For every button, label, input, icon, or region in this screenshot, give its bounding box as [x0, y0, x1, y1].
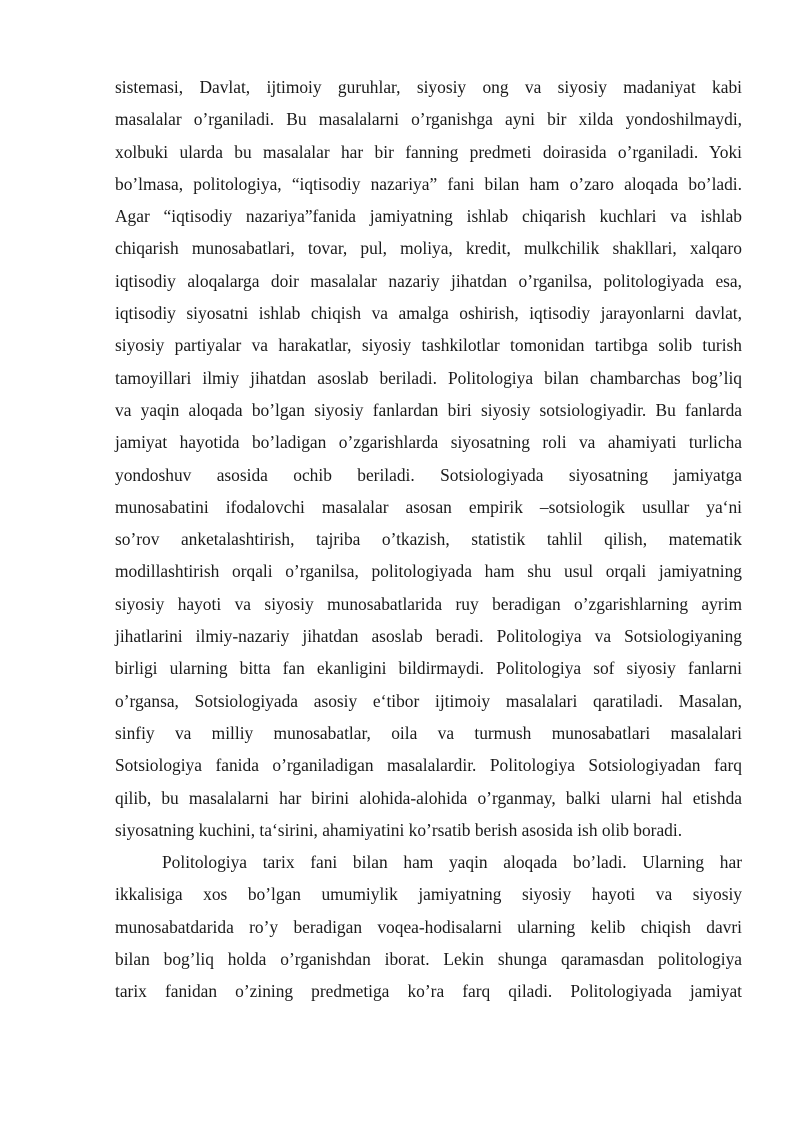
text-line: ikkalisiga xos bo’lgan umumiylik jamiyatning siyosiy hayoti va siyosiy: [115, 884, 742, 905]
text-line: sinfiy va milliy munosabatlar, oila va turmush munosabatlari masalalari: [115, 722, 742, 743]
text-line: o’rgansa, Sotsiologiyada asosiy e‘tibor ijtimoiy masalalari qaratiladi. Masalan,: [115, 690, 742, 711]
text-line: bilan bog’liq holda o’rganishdan iborat. Lekin shunga qaramasdan politologiya: [115, 949, 742, 970]
text-line: yondoshuv asosida ochib beriladi. Sotsiologiyada siyosatning jamiyatga: [115, 464, 742, 485]
text-line: so’rov anketalashtirish, tajriba o’tkazish, statistik tahlil qilish, matematik: [115, 529, 742, 550]
text-line: va yaqin aloqada bo’lgan siyosiy fanlardan biri siyosiy sotsiologiyadir. Bu fanlarda: [115, 399, 742, 420]
text-line: tamoyillari ilmiy jihatdan asoslab beriladi. Politologiya bilan chambarchas bog’liq: [115, 367, 742, 388]
paragraph-start-line: Politologiya tarix fani bilan ham yaqin aloqada bo’ladi. Ularning har: [162, 852, 742, 873]
text-line: iqtisodiy aloqalarga doir masalalar nazariy jihatdan o’rganilsa, politologiyada esa,: [115, 270, 742, 291]
text-line: siyosiy partiyalar va harakatlar, siyosiy tashkilotlar tomonidan tartibga solib turish: [115, 335, 742, 356]
text-line: jihatlarini ilmiy-nazariy jihatdan asoslab beradi. Politologiya va Sotsiologiyaning: [115, 626, 742, 647]
text-line: chiqarish munosabatlari, tovar, pul, moliya, kredit, mulkchilik shakllari, xalqaro: [115, 238, 742, 259]
text-line: sistemasi, Davlat, ijtimoiy guruhlar, siyosiy ong va siyosiy madaniyat kabi: [115, 77, 742, 97]
text-line: munosabatdarida ro’y beradigan voqea-hodisalarni ularning kelib chiqish davri: [115, 916, 742, 937]
body-text: [115, 71, 742, 1008]
text-line: siyosiy hayoti va siyosiy munosabatlarida ruy beradigan o’zgarishlarning ayrim: [115, 593, 742, 614]
text-line: masalalar o’rganiladi. Bu masalalarni o’rganishga ayni bir xilda yondoshilmaydi,: [115, 109, 742, 130]
paragraph-end-line: siyosatning kuchini, ta‘sirini, ahamiyatini ko’rsatib berish asosida ish olib boradi.: [115, 819, 683, 840]
text-line: qilib, bu masalalarni har birini alohida-alohida o’rganmay, balki ularni hal etishda: [115, 787, 742, 808]
text-line: Agar “iqtisodiy nazariya”fanida jamiyatning ishlab chiqarish kuchlari va ishlab: [115, 206, 742, 227]
text-line: bo’lmasa, politologiya, “iqtisodiy nazariya” fani bilan ham o’zaro aloqada bo’ladi.: [115, 173, 742, 194]
text-line: birligi ularning bitta fan ekanligini bildirmaydi. Politologiya sof siyosiy fanlarni: [115, 658, 742, 679]
text-line: xolbuki ularda bu masalalar har bir fanning predmeti doirasida o’rganiladi. Yoki: [115, 141, 742, 162]
text-line: modillashtirish orqali o’rganilsa, politologiyada ham shu usul orqali jamiyatning: [115, 561, 742, 582]
text-line: jamiyat hayotida bo’ladigan o’zgarishlarda siyosatning roli va ahamiyati turlicha: [115, 432, 742, 453]
text-line: munosabatini ifodalovchi masalalar asosan empirik –sotsiologik usullar ya‘ni: [115, 496, 742, 517]
text-line: tarix fanidan o’zining predmetiga ko’ra farq qiladi. Politologiyada jamiyat: [115, 981, 742, 1002]
text-line: iqtisodiy siyosatni ishlab chiqish va amalga oshirish, iqtisodiy jarayonlarni davlat,: [115, 303, 742, 324]
text-line: Sotsiologiya fanida o’rganiladigan masalalardir. Politologiya Sotsiologiyadan farq: [115, 755, 742, 776]
